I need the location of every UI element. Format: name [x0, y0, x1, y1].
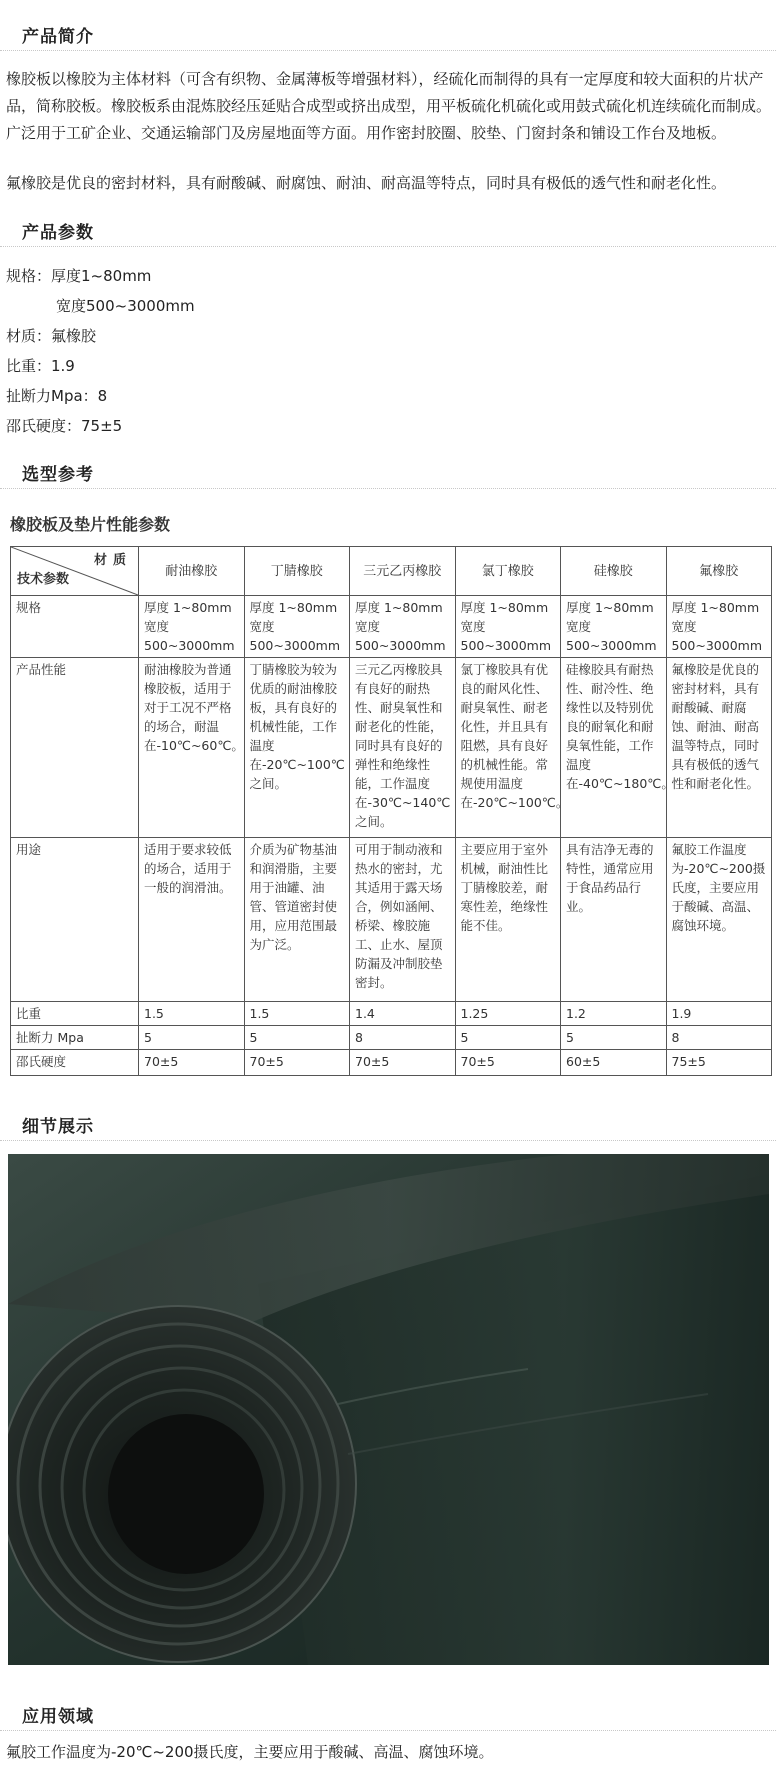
param-hardness: 邵氏硬度：75±5: [6, 417, 123, 435]
table-cell: 适用于要求较低的场合，适用于一般的润滑油。: [139, 838, 245, 1002]
row-label: 用途: [11, 838, 139, 1002]
corner-label-material: 材质: [93, 553, 132, 568]
table-cell: 1.2: [561, 1002, 667, 1026]
column-header: 三元乙丙橡胶: [350, 547, 456, 596]
table-cell: 75±5: [666, 1050, 772, 1076]
param-tensile: 扯断力Mpa：8: [6, 387, 108, 405]
table-cell: 氯丁橡胶具有优良的耐风化性、耐臭氧性、耐老化性，并且具有阻燃，具有良好的机械性能。常规使用温度在-20℃~100℃。: [455, 658, 561, 838]
table-cell: 可用于制动液和热水的密封，尤其适用于露天场合，例如涵闸、桥梁、橡胶施工、止水、屋顶防漏及冲制胶垫密封。: [350, 838, 456, 1002]
table-cell: 5: [139, 1026, 245, 1050]
row-label: 规格: [11, 596, 139, 658]
table-cell: 5: [455, 1026, 561, 1050]
table-cell: 氟橡胶是优良的密封材料，具有耐酸碱、耐腐蚀、耐油、耐高温等特点，同时具有极低的透气性和耐老化性。: [666, 658, 772, 838]
table-cell: 70±5: [244, 1050, 350, 1076]
table-row: [11, 838, 772, 1002]
table-cell: 三元乙丙橡胶具有良好的耐热性、耐臭氧性和耐老化的性能，同时具有良好的弹性和绝缘性能，工作温度在-30℃~140℃之间。: [350, 658, 456, 838]
column-header: 丁腈橡胶: [244, 547, 350, 596]
table-cell: 70±5: [139, 1050, 245, 1076]
row-label: 扯断力 Mpa: [11, 1026, 139, 1050]
table-cell: 氟胶工作温度为-20℃~200摄氏度，主要应用于酸碱、高温、腐蚀环境。: [666, 838, 772, 1002]
section-title-params: 产品参数: [22, 223, 94, 243]
table-cell: 1.5: [244, 1002, 350, 1026]
table-cell: 70±5: [350, 1050, 456, 1076]
row-label: 产品性能: [11, 658, 139, 838]
table-cell: 60±5: [561, 1050, 667, 1076]
table-corner-cell: [11, 547, 139, 596]
param-material: 材质：氟橡胶: [6, 327, 97, 345]
section-title-selection: 选型参考: [22, 465, 94, 485]
table-cell: 1.5: [139, 1002, 245, 1026]
section-divider: [0, 488, 776, 489]
application-text: 氟胶工作温度为-20℃~200摄氏度，主要应用于酸碱、高温、腐蚀环境。: [6, 1743, 494, 1761]
param-gravity: 比重：1.9: [6, 357, 75, 375]
column-header: 氯丁橡胶: [455, 547, 561, 596]
column-header: 氟橡胶: [666, 547, 772, 596]
table-cell: 厚度 1~80mm 宽度 500~3000mm: [139, 596, 245, 658]
table-cell: 1.25: [455, 1002, 561, 1026]
table-cell: 1.9: [666, 1002, 772, 1026]
section-divider: [0, 246, 776, 247]
table-row: [11, 596, 772, 658]
row-label: 邵氏硬度: [11, 1050, 139, 1076]
table-row: [11, 1050, 772, 1076]
column-header: 耐油橡胶: [139, 547, 245, 596]
table-row: [11, 1026, 772, 1050]
table-cell: 介质为矿物基油和润滑脂，主要用于油罐、油管、管道密封使用，应用范围最为广泛。: [244, 838, 350, 1002]
section-title-application: 应用领域: [22, 1707, 94, 1727]
table-caption: 橡胶板及垫片性能参数: [10, 515, 171, 534]
table-header-row: [11, 547, 772, 596]
performance-table: [10, 546, 772, 1076]
table-cell: 8: [666, 1026, 772, 1050]
table-row: [11, 658, 772, 838]
table-cell: 厚度 1~80mm 宽度 500~3000mm: [244, 596, 350, 658]
section-divider: [0, 1140, 776, 1141]
section-title-detail: 细节展示: [22, 1117, 94, 1137]
rubber-sheet-roll-photo: [8, 1154, 769, 1665]
table-cell: 具有洁净无毒的特性，通常应用于食品药品行业。: [561, 838, 667, 1002]
table-cell: 丁腈橡胶为较为优质的耐油橡胶板，具有良好的机械性能，工作温度在-20℃~100℃之间。: [244, 658, 350, 838]
table-cell: 70±5: [455, 1050, 561, 1076]
section-divider: [0, 50, 776, 51]
rubber-roll-image: [8, 1154, 769, 1665]
table-cell: 8: [350, 1026, 456, 1050]
table-cell: 硅橡胶具有耐热性、耐冷性、绝缘性以及特别优良的耐氧化和耐臭氧性能，工作温度在-40℃~180℃。: [561, 658, 667, 838]
param-spec-thickness: 规格：厚度1~80mm: [6, 267, 152, 285]
param-spec-width: 宽度500~3000mm: [56, 297, 195, 315]
intro-paragraph: 橡胶板以橡胶为主体材料（可含有织物、金属薄板等增强材料），经硫化而制得的具有一定厚度和较大面积的片状产品，简称胶板。橡胶板系由混炼胶经压延贴合成型或挤出成型，用平板硫化机硫化或用鼓式硫化机连续硫化而制成。广泛用于工矿企业、交通运输部门及房屋地面等方面。用作密封胶圈、胶垫、门窗封条和铺设工作台及地板。: [6, 70, 772, 142]
table-cell: 5: [561, 1026, 667, 1050]
table-cell: 耐油橡胶为普通橡胶板，适用于对于工况不严格的场合，耐温在-10℃~60℃。: [139, 658, 245, 838]
table-cell: 5: [244, 1026, 350, 1050]
table-row: [11, 1002, 772, 1026]
table-cell: 厚度 1~80mm 宽度 500~3000mm: [561, 596, 667, 658]
table-cell: 厚度 1~80mm 宽度 500~3000mm: [666, 596, 772, 658]
row-label: 比重: [11, 1002, 139, 1026]
column-header: 硅橡胶: [561, 547, 667, 596]
fluoro-paragraph: 氟橡胶是优良的密封材料，具有耐酸碱、耐腐蚀、耐油、耐高温等特点，同时具有极低的透气性和耐老化性。: [6, 174, 727, 192]
section-title-intro: 产品简介: [22, 27, 94, 47]
table-cell: 厚度 1~80mm 宽度 500~3000mm: [350, 596, 456, 658]
table-cell: 主要应用于室外机械，耐油性比丁腈橡胶差，耐寒性差，绝缘性能不佳。: [455, 838, 561, 1002]
table-cell: 1.4: [350, 1002, 456, 1026]
table-cell: 厚度 1~80mm 宽度 500~3000mm: [455, 596, 561, 658]
corner-label-params: 技术参数: [17, 572, 70, 587]
section-divider: [0, 1730, 776, 1731]
